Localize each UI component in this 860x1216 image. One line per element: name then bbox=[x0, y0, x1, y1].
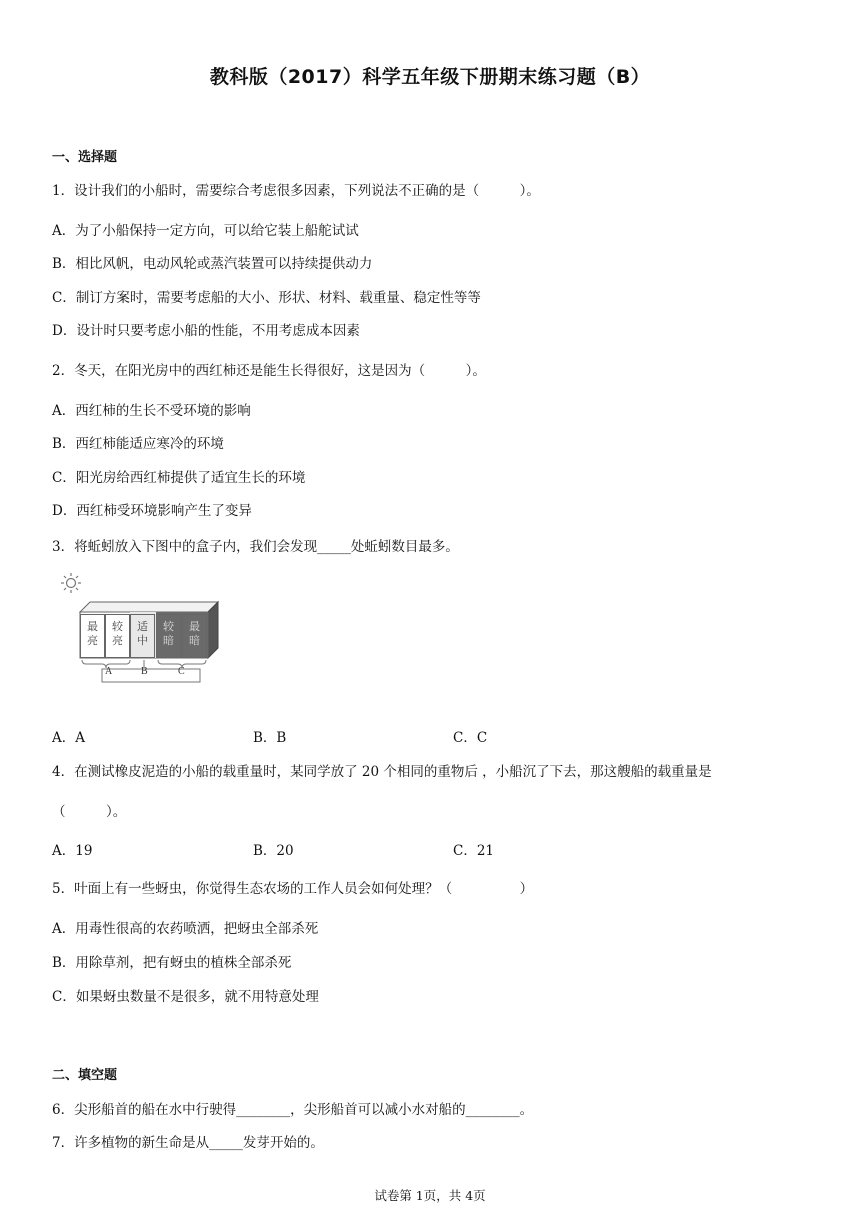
question-5-stem: 5．叶面上有一些蚜虫，你觉得生态农场的工作人员会如何处理？（ ） bbox=[52, 881, 534, 897]
question-5-option-c: C．如果蚜虫数量不是很多，就不用特意处理 bbox=[52, 989, 319, 1005]
question-2-option-b: B．西红柿能适应寒冷的环境 bbox=[52, 436, 224, 452]
box-cell-darkest bbox=[182, 614, 207, 658]
question-6-stem: 6．尖形船首的船在水中行驶得________，尖形船首可以减小水对船的________。 bbox=[52, 1102, 534, 1118]
cell-label: 较 暗 bbox=[163, 620, 174, 647]
question-3-option-c: C．C bbox=[453, 730, 488, 746]
question-2-stem: 2．冬天，在阳光房中的西红柿还是能生长得很好，这是因为（ ）。 bbox=[52, 363, 486, 379]
question-1-option-c: C．制订方案时，需要考虑船的大小、形状、材料、载重量、稳定性等等 bbox=[52, 290, 481, 306]
page-footer: 试卷第 1页，共 4页 bbox=[374, 1188, 486, 1203]
cell-label: 最 暗 bbox=[189, 620, 200, 647]
segment-label-a: A bbox=[105, 666, 113, 677]
question-4-option-c: C．21 bbox=[453, 843, 495, 859]
earthworm-box-figure bbox=[56, 570, 226, 685]
question-7-stem: 7．许多植物的新生命是从_____发芽开始的。 bbox=[52, 1135, 324, 1151]
box-cell-dark bbox=[156, 614, 181, 658]
question-1-option-a: A．为了小船保持一定方向，可以给它装上船舵试试 bbox=[52, 223, 359, 239]
question-2-option-d: D．西红柿受环境影响产生了变异 bbox=[52, 503, 252, 519]
section-heading-choice: 一、选择题 bbox=[52, 150, 118, 165]
cell-label: 最 亮 bbox=[87, 620, 98, 647]
segment-label-c: C bbox=[178, 666, 185, 677]
question-2-option-a: A．西红柿的生长不受环境的影响 bbox=[52, 403, 251, 419]
question-4-option-b: B．20 bbox=[253, 843, 294, 859]
question-5-option-b: B．用除草剂，把有蚜虫的植株全部杀死 bbox=[52, 955, 292, 971]
box-cell-moderate bbox=[130, 614, 155, 658]
sun-icon bbox=[60, 572, 82, 594]
question-1-option-d: D．设计时只要考虑小船的性能，不用考虑成本因素 bbox=[52, 323, 360, 339]
cell-label: 较 亮 bbox=[112, 620, 123, 647]
question-1-option-b: B．相比风帆，电动风轮或蒸汽装置可以持续提供动力 bbox=[52, 256, 373, 272]
question-4-stem-continued: （ ）。 bbox=[52, 804, 127, 820]
question-5-option-a: A．用毒性很高的农药喷洒，把蚜虫全部杀死 bbox=[52, 921, 319, 937]
question-4-option-a: A．19 bbox=[52, 843, 93, 859]
segment-label-b: B bbox=[141, 666, 148, 677]
question-3-stem: 3．将蚯蚓放入下图中的盒子内，我们会发现_____处蚯蚓数目最多。 bbox=[52, 539, 459, 555]
question-1-stem: 1．设计我们的小船时，需要综合考虑很多因素，下列说法不正确的是（ ）。 bbox=[52, 183, 540, 199]
section-heading-fill-blank: 二、填空题 bbox=[52, 1068, 118, 1083]
box-cell-brightest bbox=[80, 614, 105, 658]
question-4-stem: 4．在测试橡皮泥造的小船的载重量时，某同学放了 20 个相同的重物后 ，小船沉了下去，那这艘船的载重量是 bbox=[52, 764, 712, 780]
page-title: 教科版（2017）科学五年级下册期末练习题（B） bbox=[209, 66, 651, 88]
question-3-option-b: B．B bbox=[253, 730, 287, 746]
box-cell-bright bbox=[105, 614, 130, 658]
cell-label: 适 中 bbox=[137, 620, 148, 647]
segment-brackets bbox=[80, 658, 220, 684]
question-3-option-a: A．A bbox=[52, 730, 85, 746]
question-2-option-c: C．阳光房给西红柿提供了适宜生长的环境 bbox=[52, 470, 306, 486]
